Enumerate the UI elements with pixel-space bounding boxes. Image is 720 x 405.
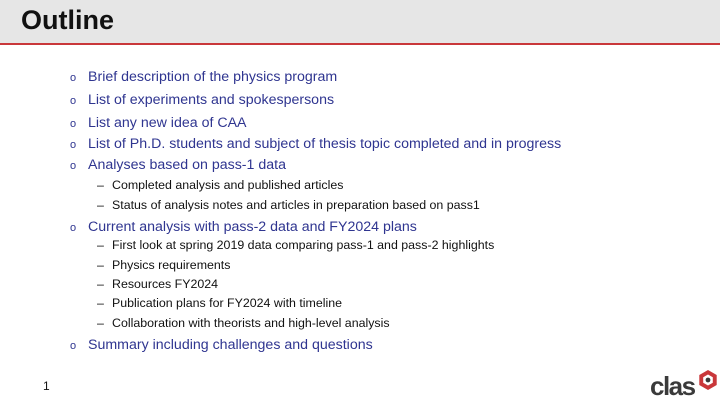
dash-bullet-icon: – — [97, 277, 104, 291]
title-underline — [0, 43, 720, 45]
outline-subitem — [97, 196, 480, 215]
outline-item-text: Current analysis with pass-2 data and FY2024 plans — [88, 219, 417, 235]
dash-bullet-icon: – — [97, 316, 104, 330]
hollow-circle-bullet-icon: o — [70, 72, 77, 84]
dash-bullet-icon: – — [97, 178, 104, 192]
hollow-circle-bullet-icon: o — [70, 160, 77, 172]
hollow-circle-bullet-icon: o — [70, 118, 77, 130]
outline-item — [70, 112, 247, 134]
slide-title: Outline — [21, 5, 114, 35]
outline-subitem-text: Resources FY2024 — [112, 277, 219, 291]
page-number: 1 — [43, 379, 50, 393]
outline-item-text: List of Ph.D. students and subject of thesis topic completed and in progress — [88, 136, 562, 152]
outline-item — [70, 89, 334, 111]
outline-item — [70, 133, 561, 155]
outline-item-text: Analyses based on pass-1 data — [88, 157, 286, 173]
outline-item — [70, 154, 286, 176]
hollow-circle-bullet-icon: o — [70, 222, 77, 234]
outline-item — [70, 334, 373, 356]
outline-item-text: List any new idea of CAA — [88, 115, 247, 131]
hollow-circle-bullet-icon: o — [70, 95, 77, 107]
outline-subitem-text: Collaboration with theorists and high-level analysis — [112, 316, 390, 330]
outline-subitem-text: Completed analysis and published articles — [112, 178, 344, 192]
outline-subitem — [97, 294, 342, 313]
dash-bullet-icon: – — [97, 258, 104, 272]
outline-subitem-text: First look at spring 2019 data comparing pass-1 and pass-2 highlights — [112, 238, 495, 252]
outline-subitem-text: Status of analysis notes and articles in preparation based on pass1 — [112, 198, 480, 212]
dash-bullet-icon: – — [97, 238, 104, 252]
logo-text: clas — [650, 371, 695, 401]
outline-subitem — [97, 176, 343, 195]
outline-subitem — [97, 236, 494, 255]
clas-logo-icon — [649, 365, 719, 401]
outline-item — [70, 66, 337, 88]
outline-subitem-text: Physics requirements — [112, 258, 231, 272]
outline-item — [70, 216, 417, 238]
dash-bullet-icon: – — [97, 198, 104, 212]
outline-subitem — [97, 275, 218, 294]
hollow-circle-bullet-icon: o — [70, 340, 77, 352]
outline-item-text: List of experiments and spokespersons — [88, 92, 335, 108]
outline-subitem — [97, 256, 230, 275]
outline-subitem-text: Publication plans for FY2024 with timeline — [112, 296, 343, 310]
hollow-circle-bullet-icon: o — [70, 139, 77, 151]
outline-item-text: Summary including challenges and questions — [88, 337, 373, 353]
dash-bullet-icon: – — [97, 296, 104, 310]
outline-subitem — [97, 314, 390, 333]
logo-hexagon-icon — [699, 370, 716, 390]
outline-item-text: Brief description of the physics program — [88, 69, 338, 85]
